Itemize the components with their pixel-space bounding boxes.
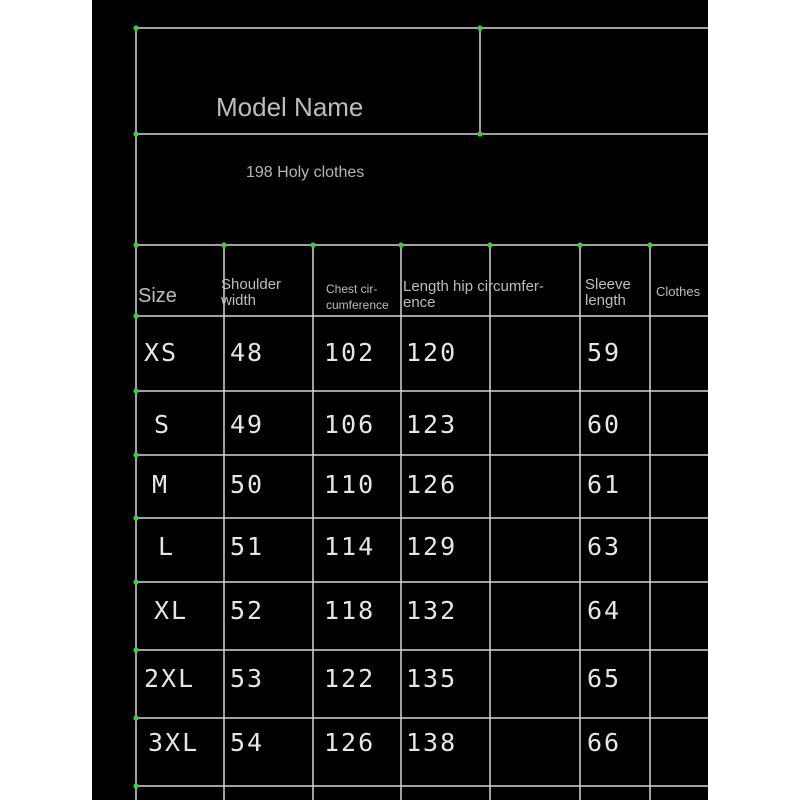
cell-size: XS	[144, 338, 179, 367]
grid-node	[221, 242, 226, 247]
cell-shoulder-width: 50	[230, 470, 265, 499]
grid-node	[133, 313, 138, 318]
cell-sleeve-length: 64	[587, 596, 622, 625]
header-size: Size	[138, 285, 177, 307]
cell-shoulder-width: 51	[230, 532, 265, 561]
cell-length-hip-circumference: 120	[406, 338, 458, 367]
grid-node	[133, 388, 138, 393]
grid-node	[133, 715, 138, 720]
grid-node	[310, 242, 315, 247]
cell-size: M	[152, 470, 170, 499]
cell-length-hip-circumference: 129	[406, 532, 458, 561]
header-chest-circumference: Chest cir- cumference	[326, 282, 389, 312]
cell-sleeve-length: 63	[587, 532, 622, 561]
cell-size: XL	[154, 596, 189, 625]
grid-node	[133, 647, 138, 652]
cell-chest-circumference: 102	[324, 338, 376, 367]
cell-chest-circumference: 126	[324, 728, 376, 757]
cell-length-hip-circumference: 135	[406, 664, 458, 693]
cell-length-hip-circumference: 126	[406, 470, 458, 499]
header-sleeve-length: Sleeve length	[585, 276, 631, 309]
cell-chest-circumference: 114	[324, 532, 376, 561]
grid-node	[647, 242, 652, 247]
cell-chest-circumference: 110	[324, 470, 376, 499]
cell-chest-circumference: 106	[324, 410, 376, 439]
cell-sleeve-length: 65	[587, 664, 622, 693]
cell-size: S	[154, 410, 172, 439]
cell-sleeve-length: 61	[587, 470, 622, 499]
grid-node	[133, 579, 138, 584]
cell-sleeve-length: 59	[587, 338, 622, 367]
cell-shoulder-width: 49	[230, 410, 265, 439]
grid-node	[398, 242, 403, 247]
grid-node	[477, 25, 482, 30]
cell-length-hip-circumference: 132	[406, 596, 458, 625]
cell-size: 3XL	[148, 728, 200, 757]
header-clothes: Clothes	[656, 284, 701, 299]
header-length-hip-circumference: Length hip circumfer- ence	[403, 278, 544, 311]
chart-subtitle: 198 Holy clothes	[246, 164, 365, 181]
grid-node	[133, 783, 138, 788]
grid-node	[133, 242, 138, 247]
chart-title: Model Name	[216, 92, 364, 122]
size-chart-canvas	[92, 0, 708, 800]
grid-node	[133, 515, 138, 520]
grid-node	[133, 25, 138, 30]
grid-node	[577, 242, 582, 247]
cell-shoulder-width: 53	[230, 664, 265, 693]
cell-length-hip-circumference: 138	[406, 728, 458, 757]
cell-sleeve-length: 66	[587, 728, 622, 757]
cell-length-hip-circumference: 123	[406, 410, 458, 439]
cell-shoulder-width: 52	[230, 596, 265, 625]
grid-node	[133, 452, 138, 457]
cell-shoulder-width: 54	[230, 728, 265, 757]
grid-node	[487, 242, 492, 247]
cell-sleeve-length: 60	[587, 410, 622, 439]
grid-node	[477, 131, 482, 136]
cell-shoulder-width: 48	[230, 338, 265, 367]
cell-chest-circumference: 118	[324, 596, 376, 625]
cell-size: L	[158, 532, 176, 561]
cell-size: 2XL	[144, 664, 196, 693]
cell-chest-circumference: 122	[324, 664, 376, 693]
header-shoulder-width: Shoulder width	[221, 276, 282, 309]
grid-node	[133, 131, 138, 136]
